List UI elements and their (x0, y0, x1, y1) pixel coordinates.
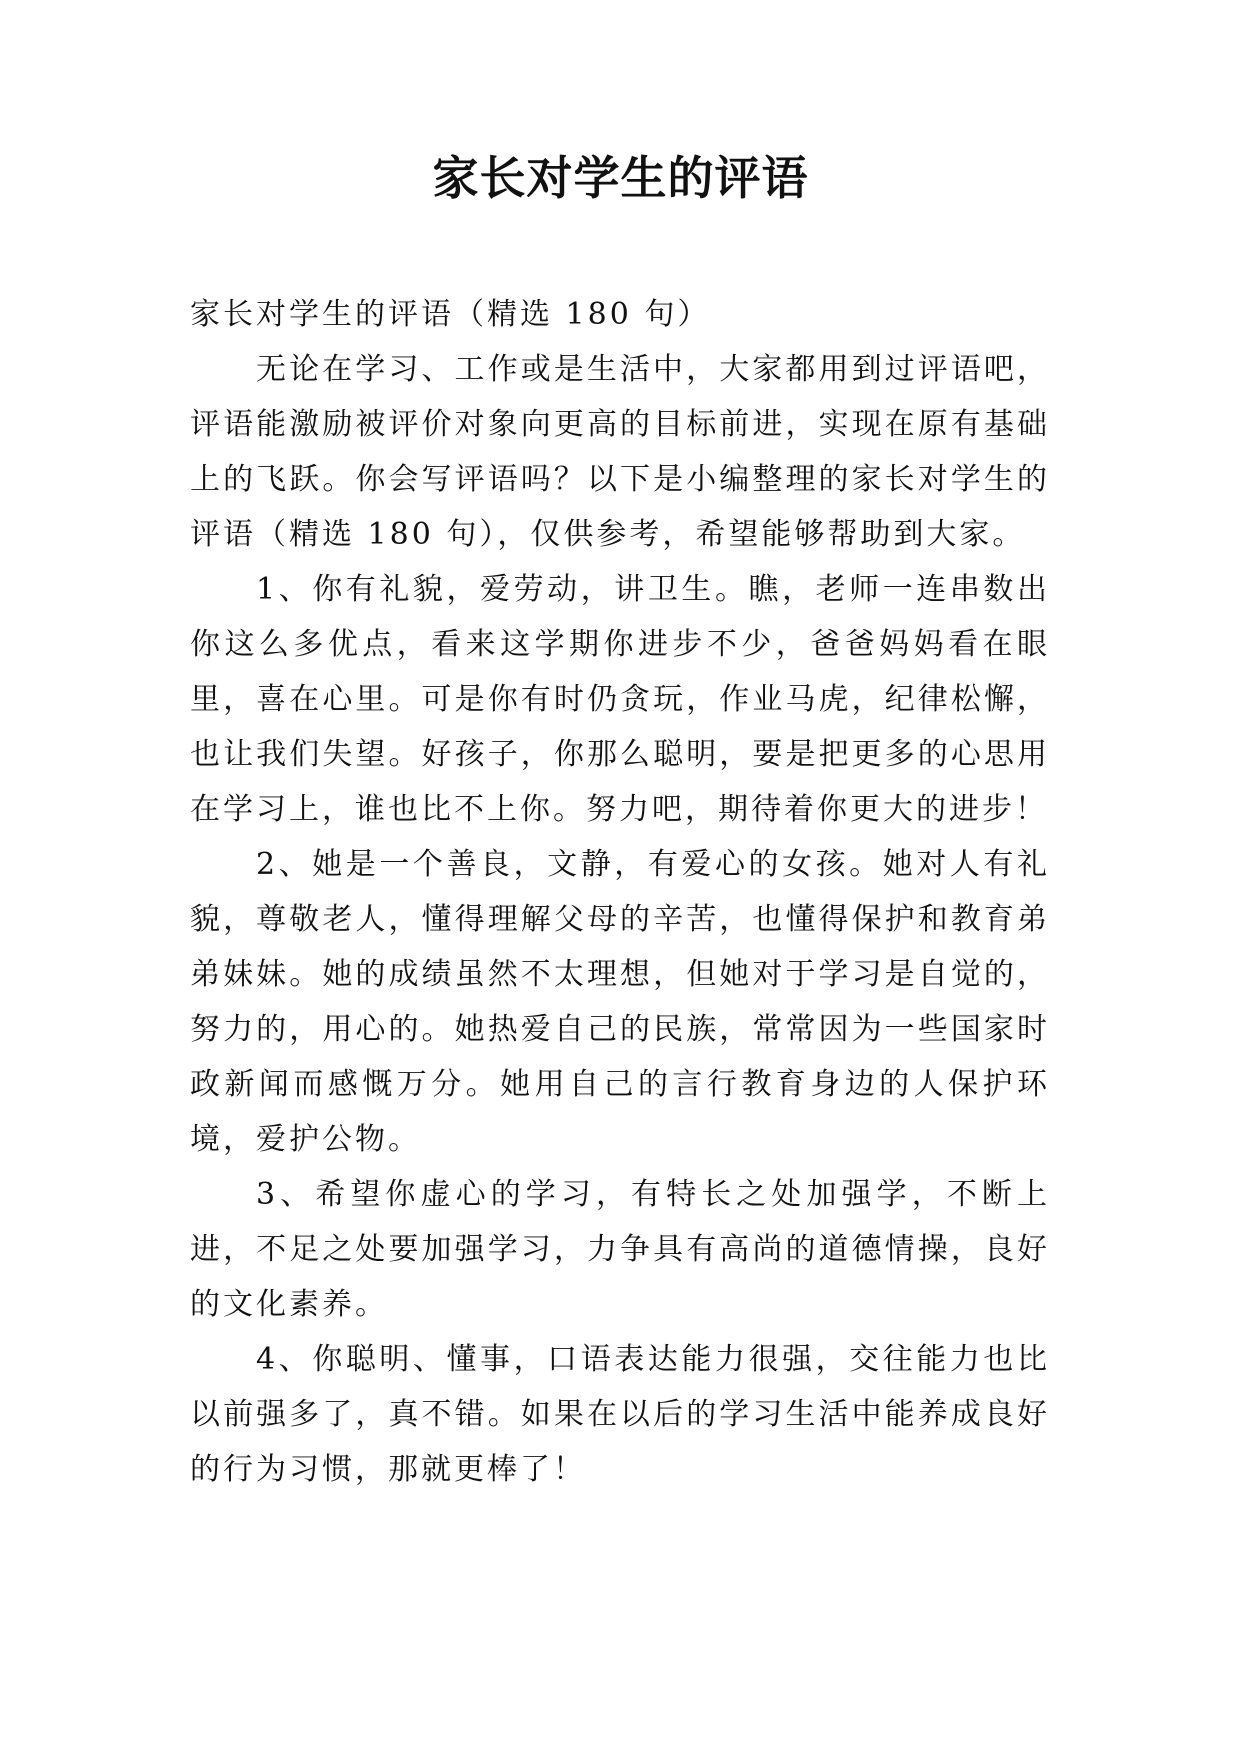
comment-paragraph-1: 1、你有礼貌，爱劳动，讲卫生。瞧，老师一连串数出你这么多优点，看来这学期你进步不少，爸爸妈妈看在眼里，喜在心里。可是你有时仍贪玩，作业马虎，纪律松懈，也让我们失望。好孩子，你那么聪明，要是把更多的心思用在学习上，谁也比不上你。努力吧，期待着你更大的进步！ (190, 572, 1050, 827)
comment-paragraph-4: 4、你聪明、懂事，口语表达能力很强，交往能力也比以前强多了，真不错。如果在以后的学习生活中能养成良好的行为习惯，那就更棒了！ (190, 1342, 1050, 1487)
subtitle-line: 家长对学生的评语（精选 180 句） (190, 297, 711, 332)
comment-paragraph-2: 2、她是一个善良，文静，有爱心的女孩。她对人有礼貌，尊敬老人，懂得理解父母的辛苦，也懂得保护和教育弟弟妹妹。她的成绩虽然不太理想，但她对于学习是自觉的，努力的，用心的。她热爱自己的民族，常常因为一些国家时政新闻而感慨万分。她用自己的言行教育身边的人保护环境，爱护公物。 (190, 847, 1050, 1157)
page-title: 家长对学生的评语 (432, 151, 809, 205)
intro-paragraph: 无论在学习、工作或是生活中，大家都用到过评语吧，评语能激励被评价对象向更高的目标前进，实现在原有基础上的飞跃。你会写评语吗？以下是小编整理的家长对学生的评语（精选 180 句），仅供参考，希望能够帮助到大家。 (190, 352, 1050, 552)
comment-paragraph-3: 3、希望你虚心的学习，有特长之处加强学，不断上进，不足之处要加强学习，力争具有高尚的道德情操，良好的文化素养。 (190, 1177, 1050, 1322)
document-body (190, 287, 1050, 1497)
